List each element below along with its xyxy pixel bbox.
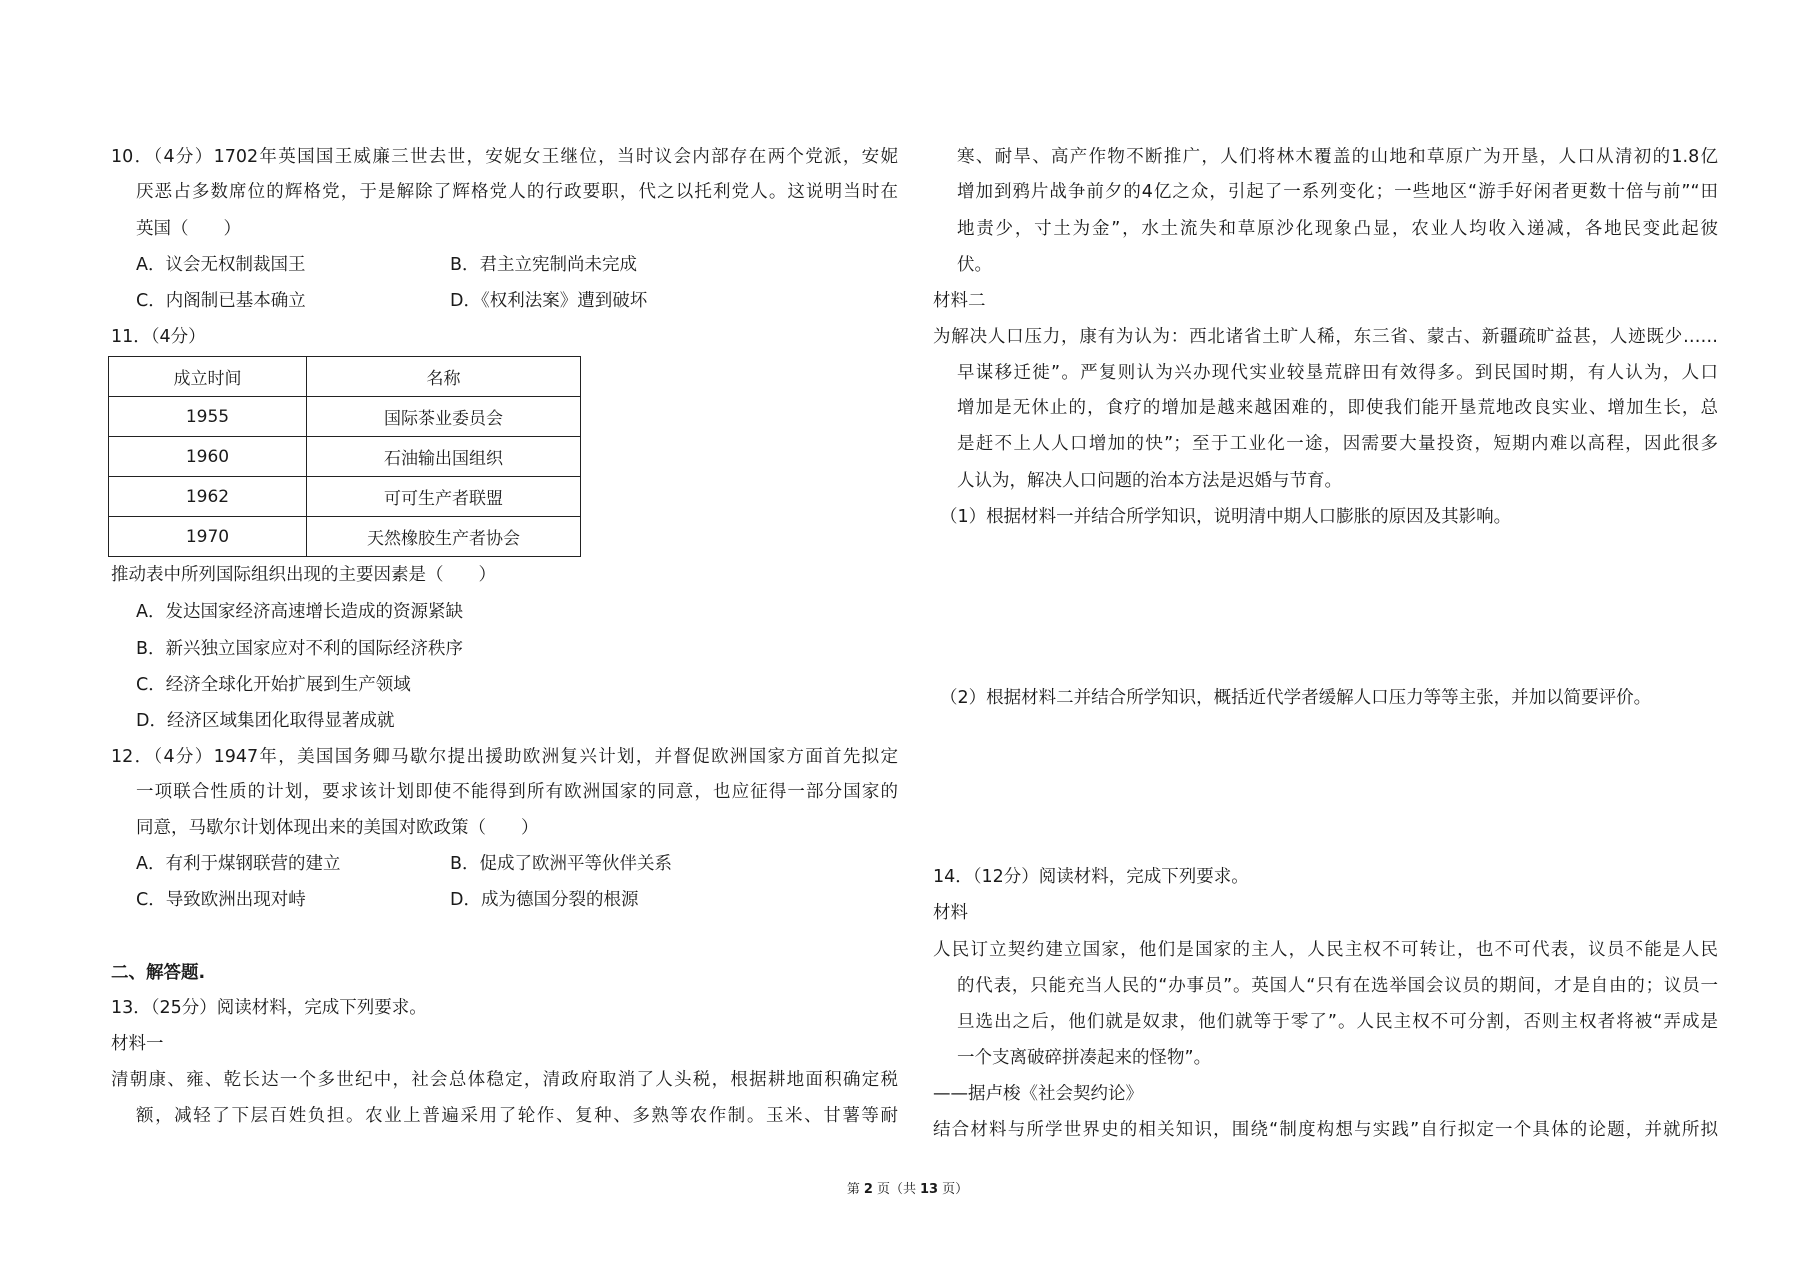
footer-suffix: 页）: [942, 1182, 969, 1197]
q11-stem: 11．（4分）: [111, 327, 206, 347]
q10-stem-line: 厌恶占多数席位的辉格党，于是解除了辉格党人的行政要职，代之以托利党人。这说明当时在: [136, 182, 898, 202]
q12-option-b: B．促成了欧洲平等伙伴关系: [450, 854, 673, 874]
q12-option-a: A．有利于煤钢联营的建立: [136, 854, 341, 874]
q11-option-b: B．新兴独立国家应对不利的国际经济秩序: [136, 639, 464, 659]
q13-subquestion-1: （1）根据材料一并结合所学知识，说明清中期人口膨胀的原因及其影响。: [940, 507, 1512, 527]
q13-material1-title: 材料一: [111, 1034, 164, 1054]
footer-total-pages: 13: [919, 1182, 939, 1197]
q14-material-title: 材料: [933, 903, 968, 923]
q13-subquestion-2: （2）根据材料二并结合所学知识，概括近代学者缓解人口压力等等主张，并加以简要评价。: [940, 688, 1652, 708]
q13-material2-line: 是赶不上人人口增加的快”；至于工业化一途，因需要大量投资，短期内难以高程，因此很多: [957, 434, 1718, 454]
q10-option-a: A．议会无权制裁国王: [136, 255, 306, 275]
q13-material2-line: 早谋移迁徙”。严复则认为兴办现代实业较垦荒辟田有效得多。到民国时期，有人认为，人口: [957, 363, 1718, 383]
q10-option-c: C．内阁制已基本确立: [136, 291, 306, 311]
footer-middle: 页（共: [876, 1182, 916, 1197]
q14-stem: 14．（12分）阅读材料，完成下列要求。: [933, 867, 1249, 887]
table-header-cell: 名称: [307, 357, 581, 397]
q13-material1-line: 额，减轻了下层百姓负担。农业上普遍采用了轮作、复种、多熟等农作制。玉米、甘薯等耐: [136, 1106, 898, 1126]
table-row: [109, 397, 581, 437]
q10-option-b: B．君主立宪制尚未完成: [450, 255, 638, 275]
q14-material-line: 旦选出之后，他们就是奴隶，他们就等于零了”。人民主权不可分割，否则主权者将被“弄成是: [957, 1012, 1718, 1032]
q13-material2-line: 为解决人口压力，康有为认为：西北诸省土旷人稀，东三省、蒙古、新疆疏旷益甚，人迹既少……: [933, 327, 1718, 347]
q14-material-source: ——据卢梭《社会契约论》: [933, 1084, 1143, 1104]
q10-option-d: D．《权利法案》遭到破坏: [450, 291, 648, 311]
table-cell-year: 1970: [109, 517, 307, 557]
table-row: [109, 477, 581, 517]
q13-material1-line: 地责少，寸土为金”，水土流失和草原沙化现象凸显，农业人均收入递减，各地民变此起彼: [957, 219, 1718, 239]
q12-stem-line: 同意，马歇尔计划体现出来的美国对欧政策（ ）: [136, 818, 539, 838]
footer-prefix: 第: [846, 1182, 860, 1197]
q13-stem: 13．（25分）阅读材料，完成下列要求。: [111, 998, 427, 1018]
table-cell-name: 石油输出国组织: [307, 437, 581, 477]
q10-stem-line: 10．（4分）1702年英国国王威廉三世去世，安妮女王继位，当时议会内部存在两个党派，安妮: [111, 147, 898, 167]
table-cell-name: 国际茶业委员会: [307, 397, 581, 437]
section-heading: 二、解答题.: [111, 963, 206, 983]
q11-option-a: A．发达国家经济高速增长造成的资源紧缺: [136, 602, 463, 622]
q13-material2-line: 增加是无休止的，食疗的增加是越来越困难的，即使我们能开垦荒地改良实业、增加生长，总: [957, 398, 1718, 418]
q12-stem-line: 12．（4分）1947年，美国国务卿马歇尔提出援助欧洲复兴计划，并督促欧洲国家方面首先拟定: [111, 747, 898, 767]
q10-stem-line: 英国（ ）: [136, 219, 241, 239]
table-cell-name: 可可生产者联盟: [307, 477, 581, 517]
q11-option-d: D．经济区域集团化取得显著成就: [136, 711, 395, 731]
q14-material-line: 的代表，只能充当人民的“办事员”。英国人“只有在选举国会议员的期间，才是自由的；议员一: [957, 976, 1718, 996]
footer-page-number: 2: [863, 1182, 873, 1197]
table-header-row: [109, 357, 581, 397]
q14-material-line: 人民订立契约建立国家，他们是国家的主人，人民主权不可转让，也不可代表，议员不能是人民: [933, 940, 1718, 960]
organizations-table: [108, 356, 581, 557]
q12-option-d: D．成为德国分裂的根源: [450, 890, 639, 910]
q13-material2-line: 人认为，解决人口问题的治本方法是迟婚与节育。: [957, 471, 1342, 491]
table-cell-year: 1955: [109, 397, 307, 437]
table-row: [109, 517, 581, 557]
page-footer: [0, 1180, 1815, 1200]
table-row: [109, 437, 581, 477]
table-header-cell: 成立时间: [109, 357, 307, 397]
q14-material-line: 一个支离破碎拼凑起来的怪物”。: [957, 1048, 1212, 1068]
q11-option-c: C．经济全球化开始扩展到生产领域: [136, 675, 411, 695]
q11-prompt: 推动表中所列国际组织出现的主要因素是（ ）: [111, 565, 496, 585]
q13-material1-line: 伏。: [957, 255, 992, 275]
table-cell-year: 1960: [109, 437, 307, 477]
q13-material1-line: 增加到鸦片战争前夕的4亿之众，引起了一系列变化；一些地区“游手好闲者更数十倍与前”“田: [957, 182, 1718, 202]
q13-material1-line: 清朝康、雍、乾长达一个多世纪中，社会总体稳定，清政府取消了人头税，根据耕地面积确定税: [111, 1070, 898, 1090]
q14-task: 结合材料与所学世界史的相关知识，围绕“制度构想与实践”自行拟定一个具体的论题，并就所拟: [933, 1120, 1718, 1140]
table-cell-year: 1962: [109, 477, 307, 517]
q13-material1-line: 寒、耐旱、高产作物不断推广，人们将林木覆盖的山地和草原广为开垦，人口从清初的1.8亿: [957, 147, 1718, 167]
q12-stem-line: 一项联合性质的计划，要求该计划即使不能得到所有欧洲国家的同意，也应征得一部分国家的: [136, 782, 898, 802]
q13-material2-title: 材料二: [933, 291, 986, 311]
q12-option-c: C．导致欧洲出现对峙: [136, 890, 306, 910]
table-cell-name: 天然橡胶生产者协会: [307, 517, 581, 557]
